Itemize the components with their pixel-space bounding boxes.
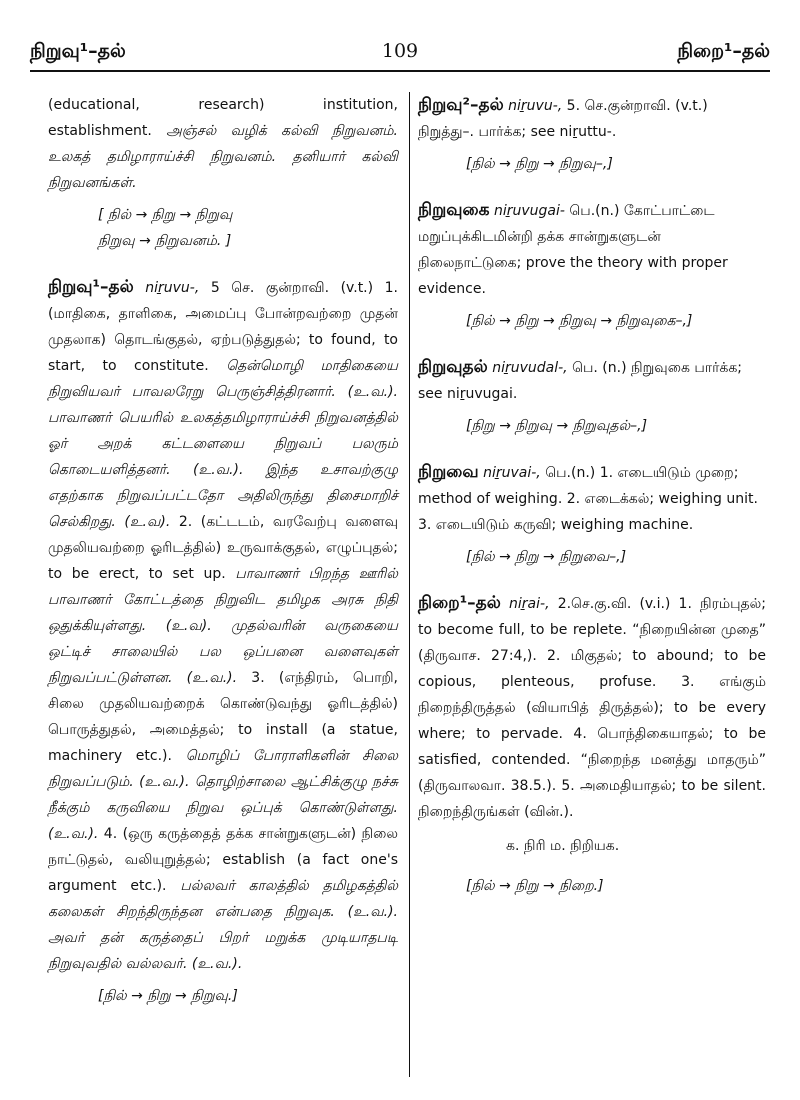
sense-2-examples: பாவாணர் பிறந்த ஊரில் பாவாணர் கோட்டத்தை நிறுவிட தமிழக அரசு நிதி ஒதுக்கியுள்ளது. (உ.வ). முதல்வரின் வருகையை ஒட்டிச் சாலையில் பல ஒப்பனை வளைவுகள் நிறுவப்பட்டுள்ளன. (உ.வ.). — [48, 566, 399, 686]
headword: நிறுவுகை — [418, 200, 490, 220]
entry-nirai1 — [418, 590, 766, 899]
page-number: 109 — [381, 40, 419, 62]
grammar-label: பெ.(n.) — [545, 465, 596, 481]
headword: நிறுவை — [418, 462, 479, 482]
header-right-guideword: நிறை¹–தல் — [677, 40, 770, 62]
transliteration: niṟuvai-, — [483, 465, 541, 481]
left-column — [48, 92, 398, 1029]
header-left-guideword: நிறுவு¹–தல் — [30, 40, 126, 62]
entry-niruvudal — [418, 354, 766, 439]
transliteration: niṟuvu-, — [145, 280, 200, 296]
grammar-label: 5. செ.குன்றாவி. (v.t.) — [566, 98, 708, 114]
etymology: [நில் → நிறு → நிறுவு → நிறுவுகை–,] — [466, 313, 693, 329]
grammar-label: 5 செ. குன்றாவி. (v.t.) — [210, 280, 374, 296]
entry-niruvugai — [418, 197, 766, 334]
continuation-text: (educational, research) institution, establishment. — [48, 97, 398, 139]
transliteration: niṟuvugai- — [493, 203, 565, 219]
sense-1-examples: தென்மொழி மாதிகையை நிறுவியவர் பாவலரேறு பெருஞ்சித்திரனார். (உ.வ.). பாவாணர் பெயரில் உலகத்தமிழாராய்ச்சி நிறுவனத்தில் ஓர் அறக் கட்டளையை நிறுவப் பலரும் கொடையளித்தனர். (உ.வ.). இந்த உசாவற்குழு எதற்காக நிறுவப்பட்டதோ அதிலிருந்து திசைமாறிச் செல்கிறது. (உ.வ). — [48, 358, 398, 530]
header-rule — [30, 70, 770, 72]
definition: நிறுவுகை பார்க்க; see niṟuvugai. — [418, 360, 743, 402]
definition: கோட்பாட்டை மறுப்புக்கிடமின்றி தக்க சான்றுகளுடன் நிலைநாட்டுகை; prove the theory with proper evidence. — [418, 203, 728, 297]
etymology: [நிறு → நிறுவு → நிறுவுதல்–,] — [466, 418, 648, 434]
etymology: [நில் → நிறு → நிறுவு.] — [98, 988, 238, 1004]
headword: நிறுவு²–தல் — [418, 95, 504, 115]
etymology: [நில் → நிறு → நிறுவு–,] — [466, 156, 613, 172]
grammar-label: பெ.(n.) — [569, 203, 620, 219]
headword: நிறுவு¹–தல் — [48, 277, 134, 297]
sense-4-examples: பல்லவர் காலத்தில் தமிழகத்தில் கலைகள் சிறந்திருந்தன என்பதை நிறுவுக. (உ.வ.). அவர் தன் கருத்தைப் பிறர் மறுக்க முடியாதபடி நிறுவுவதில் வல்லவர். (உ.வ.). — [48, 878, 398, 972]
right-column — [418, 92, 766, 919]
sense-1: 1. (மாதிகை, தாளிகை, அமைப்பு போன்றவற்றை முதன் முதலாக) தொடங்குதல், ஏற்படுத்துதல்; to found, to start, to constitute. — [48, 280, 398, 374]
definition: 1. எடையிடும் முறை; method of weighing. 2. எடைக்கல்; weighing unit. 3. எடையிடும் கருவி; weighing machine. — [418, 465, 758, 533]
etymology: [நில் → நிறு → நிறை.] — [466, 878, 604, 894]
etymology-line-2: நிறுவு → நிறுவனம். ] — [98, 233, 232, 249]
sense-3: 3. (எந்திரம், பொறி, சிலை முதலியவற்றைக் கொண்டுவந்து ஓரிடத்தில்) பொருத்துதல், அமைத்தல்; to install (a statue, machinery etc.). — [48, 670, 399, 764]
page-header — [30, 40, 770, 68]
transliteration: niṟuvudal-, — [492, 360, 568, 376]
sense-4: 4. (ஒரு கருத்தைத் தக்க சான்றுகளுடன்) நிலை நாட்டுதல், வலியுறுத்தல்; establish (a fact one's argument etc.). — [48, 826, 398, 894]
continued-entry — [48, 92, 398, 254]
transliteration: niṟuvu-, — [508, 98, 563, 114]
grammar-label: பெ. (n.) — [572, 360, 627, 376]
entry-niruvai — [418, 459, 766, 570]
definition: 1. நிரம்புதல்; to become full, to be replete. “நிறையின்ன முதை” (திருவாச. 27:4,). 2. மிகுதல்; to abound; to be copious, plenteous, profuse. 3. எங்கும் நிறைந்திருத்தல் (வியாபித் திருத்தல்); to be every where; to pervade. 4. பொந்திகையாதல்; to be satisfied, contended. “நிறைந்த மனத்து மாதரும்” (திருவாலவா. 38.5.). 5. அமைதியாதல்; to be silent. நிறைந்திருங்கள் (வின்.). — [418, 596, 767, 820]
continuation-examples: அஞ்சல் வழிக் கல்வி நிறுவனம். உலகத் தமிழாராய்ச்சி நிறுவனம். தனியார் கல்வி நிறுவனங்கள். — [48, 123, 399, 191]
grammar-label: 2.செ.கு.வி. (v.i.) — [557, 596, 671, 612]
column-divider — [409, 92, 410, 1077]
sense-2: 2. (கட்டடம், வரவேற்பு வளைவு முதலியவற்றை ஓரிடத்தில்) உருவாக்குதல், எழுப்புதல்; to be erect, to set up. — [48, 514, 398, 582]
headword: நிறுவுதல் — [418, 357, 488, 377]
etymology: [நில் → நிறு → நிறுவை–,] — [466, 549, 627, 565]
headword: நிறை¹–தல் — [418, 593, 501, 613]
cognates: க. நிரி ம. நிறியக. — [506, 838, 620, 854]
sense-3-examples: மொழிப் போராளிகளின் சிலை நிறுவப்படும். (உ.வ.). தொழிற்சாலை ஆட்சிக்குழு நச்சு நீக்கும் கருவியை நிறுவ ஒப்புக் கொண்டுள்ளது. (உ.வ.). — [48, 748, 398, 842]
entry-niruvu2 — [418, 92, 766, 177]
definition: நிறுத்து–. பார்க்க; see niṟuttu-. — [418, 124, 617, 140]
etymology-line-1: [ நில் → நிறு → நிறுவு — [98, 207, 233, 223]
transliteration: niṟai-, — [509, 596, 550, 612]
entry-niruvu1 — [48, 274, 398, 1009]
